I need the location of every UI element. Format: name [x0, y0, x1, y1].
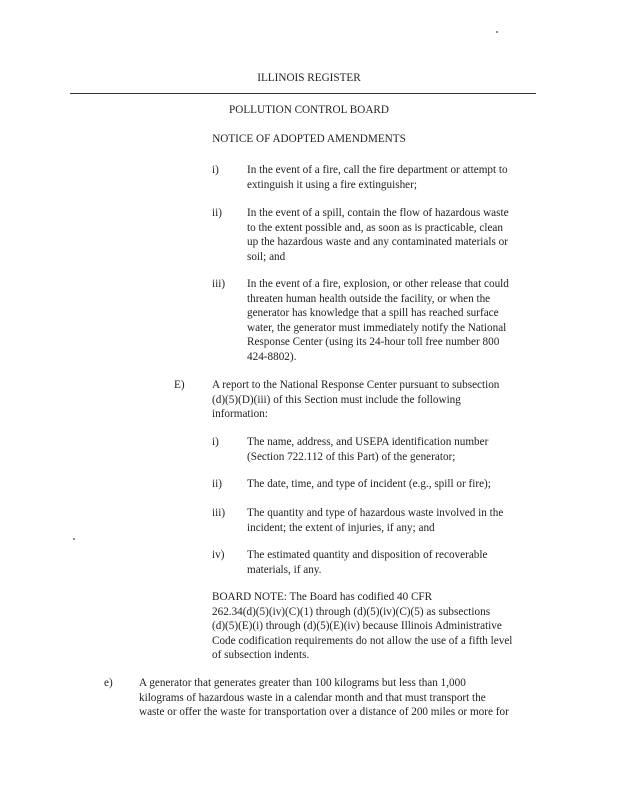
list-item-line: to the extent possible and, as soon as is practicable, clean [247, 221, 503, 234]
list-item-line: Response Center (using its 24-hour toll free number 800 [247, 336, 500, 349]
list-item-number: ii) [212, 207, 222, 219]
list-item-line: In the event of a fire, call the fire department or attempt to [247, 164, 508, 176]
list-item-line: (Section 722.112 of this Part) of the generator; [247, 450, 456, 463]
list-item-line: materials, if any. [247, 563, 322, 576]
list-item-number: i) [212, 436, 219, 448]
list-item-line: soil; and [247, 250, 286, 263]
board-note-line: BOARD NOTE: The Board has codified 40 CFR [212, 591, 433, 603]
agency-name: POLLUTION CONTROL BOARD [229, 104, 389, 116]
list-item-line: 424-8802). [247, 351, 297, 363]
list-item-line: The quantity and type of hazardous waste involved in the [247, 507, 504, 519]
list-item-line: extinguish it using a fire extinguisher; [247, 178, 417, 191]
list-item-line: incident; the extent of injuries, if any; and [247, 521, 435, 534]
list-item-line: The date, time, and type of incident (e.g., spill or fire); [247, 478, 491, 490]
subsection-line: information: [212, 408, 268, 421]
scan-speck [73, 538, 75, 540]
list-item-line: water, the generator must immediately notify the National [247, 321, 507, 334]
list-item-line: In the event of a fire, explosion, or other release that could [247, 278, 509, 290]
section-line: waste or offer the waste for transportation over a distance of 200 miles or more for [139, 706, 509, 719]
board-note-line: (d)(5)(E)(i) through (d)(5)(E)(iv) because Illinois Administrative [212, 620, 502, 633]
subsection-line: A report to the National Response Center pursuant to subsection [212, 379, 500, 391]
board-note-line: 262.34(d)(5)(iv)(C)(1) through (d)(5)(iv)(C)(5) as subsections [212, 605, 491, 618]
header-rule [70, 93, 536, 94]
list-item-line: The name, address, and USEPA identification number [247, 436, 489, 448]
subsection-line: (d)(5)(D)(iii) of this Section must include the following [212, 393, 461, 406]
list-item-line: up the hazardous waste and any contaminated materials or [247, 236, 508, 249]
board-note-line: Code codification requirements do not allow the use of a fifth level [212, 634, 513, 647]
register-title: ILLINOIS REGISTER [257, 72, 361, 84]
list-item-line: The estimated quantity and disposition of recoverable [247, 549, 488, 561]
scan-speck [496, 31, 498, 33]
list-item-number: i) [212, 164, 219, 176]
list-item-number: ii) [212, 478, 222, 490]
section-line: A generator that generates greater than 100 kilograms but less than 1,000 [139, 677, 466, 689]
section-line: kilograms of hazardous waste in a calendar month and that must transport the [139, 691, 486, 704]
list-item-number: iii) [212, 507, 226, 519]
list-item-line: threaten human health outside the facility, or when the [247, 292, 491, 305]
list-item-number: iii) [212, 278, 226, 290]
notice-title: NOTICE OF ADOPTED AMENDMENTS [212, 133, 406, 145]
board-note-line: of subsection indents. [212, 649, 310, 662]
section-number: e) [104, 677, 113, 689]
list-item-number: iv) [212, 549, 225, 561]
list-item-line: In the event of a spill, contain the flow of hazardous waste [247, 207, 509, 219]
list-item-line: generator has knowledge that a spill has reached surface [247, 307, 499, 320]
subsection-number: E) [174, 379, 185, 391]
